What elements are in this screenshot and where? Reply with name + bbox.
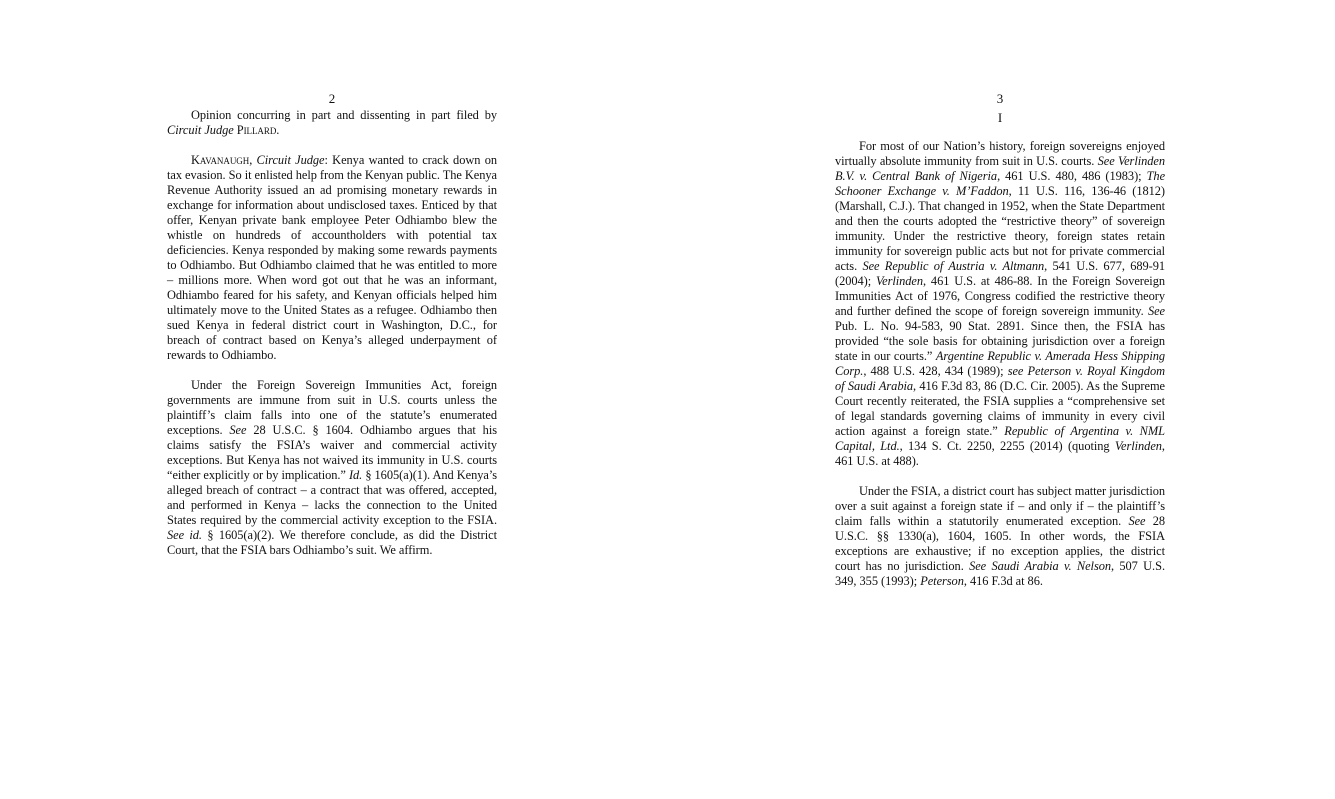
italic-text-run: Id. [348, 468, 363, 482]
text-run: , 134 S. Ct. 2250, 2255 (2014) (quoting [899, 439, 1115, 453]
italic-text-run: see Peterson v. Royal Kingdom of Saudi Arabia [835, 364, 1165, 393]
text-run: , 488 U.S. 428, 434 (1989); [863, 364, 1008, 378]
italic-text-run: See [229, 423, 247, 437]
text-run: For most of our Nation’s history, foreign sovereigns enjoyed virtually absolute immunity from suit in U.S. courts. [835, 139, 1165, 168]
right-page [835, 0, 1165, 589]
page-number: 3 [996, 91, 1004, 106]
text-run: § 1605(a)(1). And Kenya’s alleged breach of contract – a contract that was offered, accepted, and performed in Kenya – lacks the connection to the United States required by the commercial activity exception to the FSIA. [167, 468, 497, 527]
opinion-paragraph [167, 378, 497, 558]
italic-text-run: Circuit Judge [256, 153, 325, 167]
text-run: , 461 U.S. at 486-88. In the Foreign Sovereign Immunities Act of 1976, Congress codified the restrictive theory and further defined the scope of foreign sovereign immunity. [835, 274, 1165, 318]
opinion-filing-note [167, 108, 497, 138]
text-run: : Kenya wanted to crack down on tax evasion. So it enlisted help from the Kenyan public. The Kenya Revenue Authority issued an ad promising monetary rewards in exchange for information about undisclosed taxes. Enticed by that offer, Kenyan private bank employee Peter Odhiambo blew the whistle on hundreds of accountholders with potential tax deficiencies. Kenya responded by making some rewards payments to Odhiambo. But Odhiambo claimed that he was entitled to more – millions more. When word got out that he was an informant, Odhiambo feared for his safety, and Kenyan officials helped him ultimately move to the United States as a refugee. Odhiambo then sued Kenya in federal district court in Washington, D.C., for breach of contract based on Kenya’s alleged underpayment of rewards to Odhiambo. [167, 153, 497, 362]
small-caps-text-run: Kavanaugh [191, 153, 250, 167]
opinion-paragraph [835, 139, 1165, 469]
italic-text-run: See [1128, 514, 1146, 528]
italic-text-run: See Saudi Arabia v. Nelson [969, 559, 1112, 573]
text-run: Under the Foreign Sovereign Immunities Act, foreign governments are immune from suit in U.S. courts unless the plaintiff’s claim falls into one of the statute’s enumerated exceptions. [167, 378, 497, 437]
section-heading: I [997, 110, 1003, 125]
text-run: § 1605(a)(2). We therefore conclude, as did the District Court, that the FSIA bars Odhiambo’s suit. We affirm. [167, 528, 497, 557]
left-page [167, 0, 497, 558]
text-run: , 507 U.S. 349, 355 (1993); [835, 559, 1165, 588]
text-run: , 11 U.S. 116, 136-46 (1812) (Marshall, C.J.). That changed in 1952, when the State Department and then the courts adopted the “restrictive theory” of sovereign immunity. Under the restrictive theory, foreign states retain immunity for sovereign public acts but not for private commercial acts. [835, 184, 1165, 273]
italic-text-run: Verlinden [875, 274, 924, 288]
text-run: Pub. L. No. 94-583, 90 Stat. 2891. Since then, the FSIA has provided “the sole basis for obtaining jurisdiction over a foreign state in our courts.” [835, 319, 1165, 363]
text-run: , 541 U.S. 677, 689-91 (2004); [835, 259, 1165, 288]
text-run: . [276, 123, 280, 137]
italic-text-run: Peterson [920, 574, 964, 588]
text-run: , 461 U.S. 480, 486 (1983); [997, 169, 1147, 183]
small-caps-text-run: Pillard [236, 123, 277, 137]
text-run: Opinion concurring in part and dissenting in part filed by [191, 108, 497, 122]
italic-text-run: Verlinden [1114, 439, 1162, 453]
text-run: , [249, 153, 257, 167]
text-run: 28 U.S.C. § 1604. Odhiambo argues that his claims satisfy the FSIA’s waiver and commercial activity exceptions. But Kenya has not waived its immunity in U.S. courts “either explicitly or by implication.” [167, 423, 497, 482]
page-number: 2 [328, 91, 336, 106]
opinion-paragraph [835, 484, 1165, 589]
text-run: , 416 F.3d 83, 86 (D.C. Cir. 2005). As the Supreme Court recently reiterated, the FSIA supplies a “comprehensive set of legal standards governing claims of immunity in every civil action against a foreign state.” [835, 379, 1165, 438]
italic-text-run: See [1147, 304, 1165, 318]
text-run: , 461 U.S. at 488). [835, 439, 1165, 468]
text-run: Under the FSIA, a district court has subject matter jurisdiction over a suit against a foreign state if – and only if – the plaintiff’s claim falls within a statutorily enumerated exception. [835, 484, 1165, 528]
text-run: , 416 F.3d at 86. [963, 574, 1043, 588]
page-body [167, 108, 497, 558]
italic-text-run: Circuit Judge [167, 123, 234, 137]
page-body [835, 139, 1165, 589]
text-run: 28 U.S.C. §§ 1330(a), 1604, 1605. In other words, the FSIA exceptions are exhaustive; if no exception applies, the district court has no jurisdiction. [835, 514, 1165, 573]
italic-text-run: Argentine Republic v. Amerada Hess Shipping Corp. [835, 349, 1166, 378]
italic-text-run: See id. [167, 528, 202, 542]
italic-text-run: See Republic of Austria v. Altmann [862, 259, 1045, 273]
italic-text-run: The Schooner Exchange v. M’Faddon [835, 169, 1166, 198]
italic-text-run: See Verlinden B.V. v. Central Bank of Nigeria [835, 154, 1165, 183]
opinion-paragraph [167, 153, 497, 363]
italic-text-run: Republic of Argentina v. NML Capital, Ltd. [835, 424, 1165, 453]
